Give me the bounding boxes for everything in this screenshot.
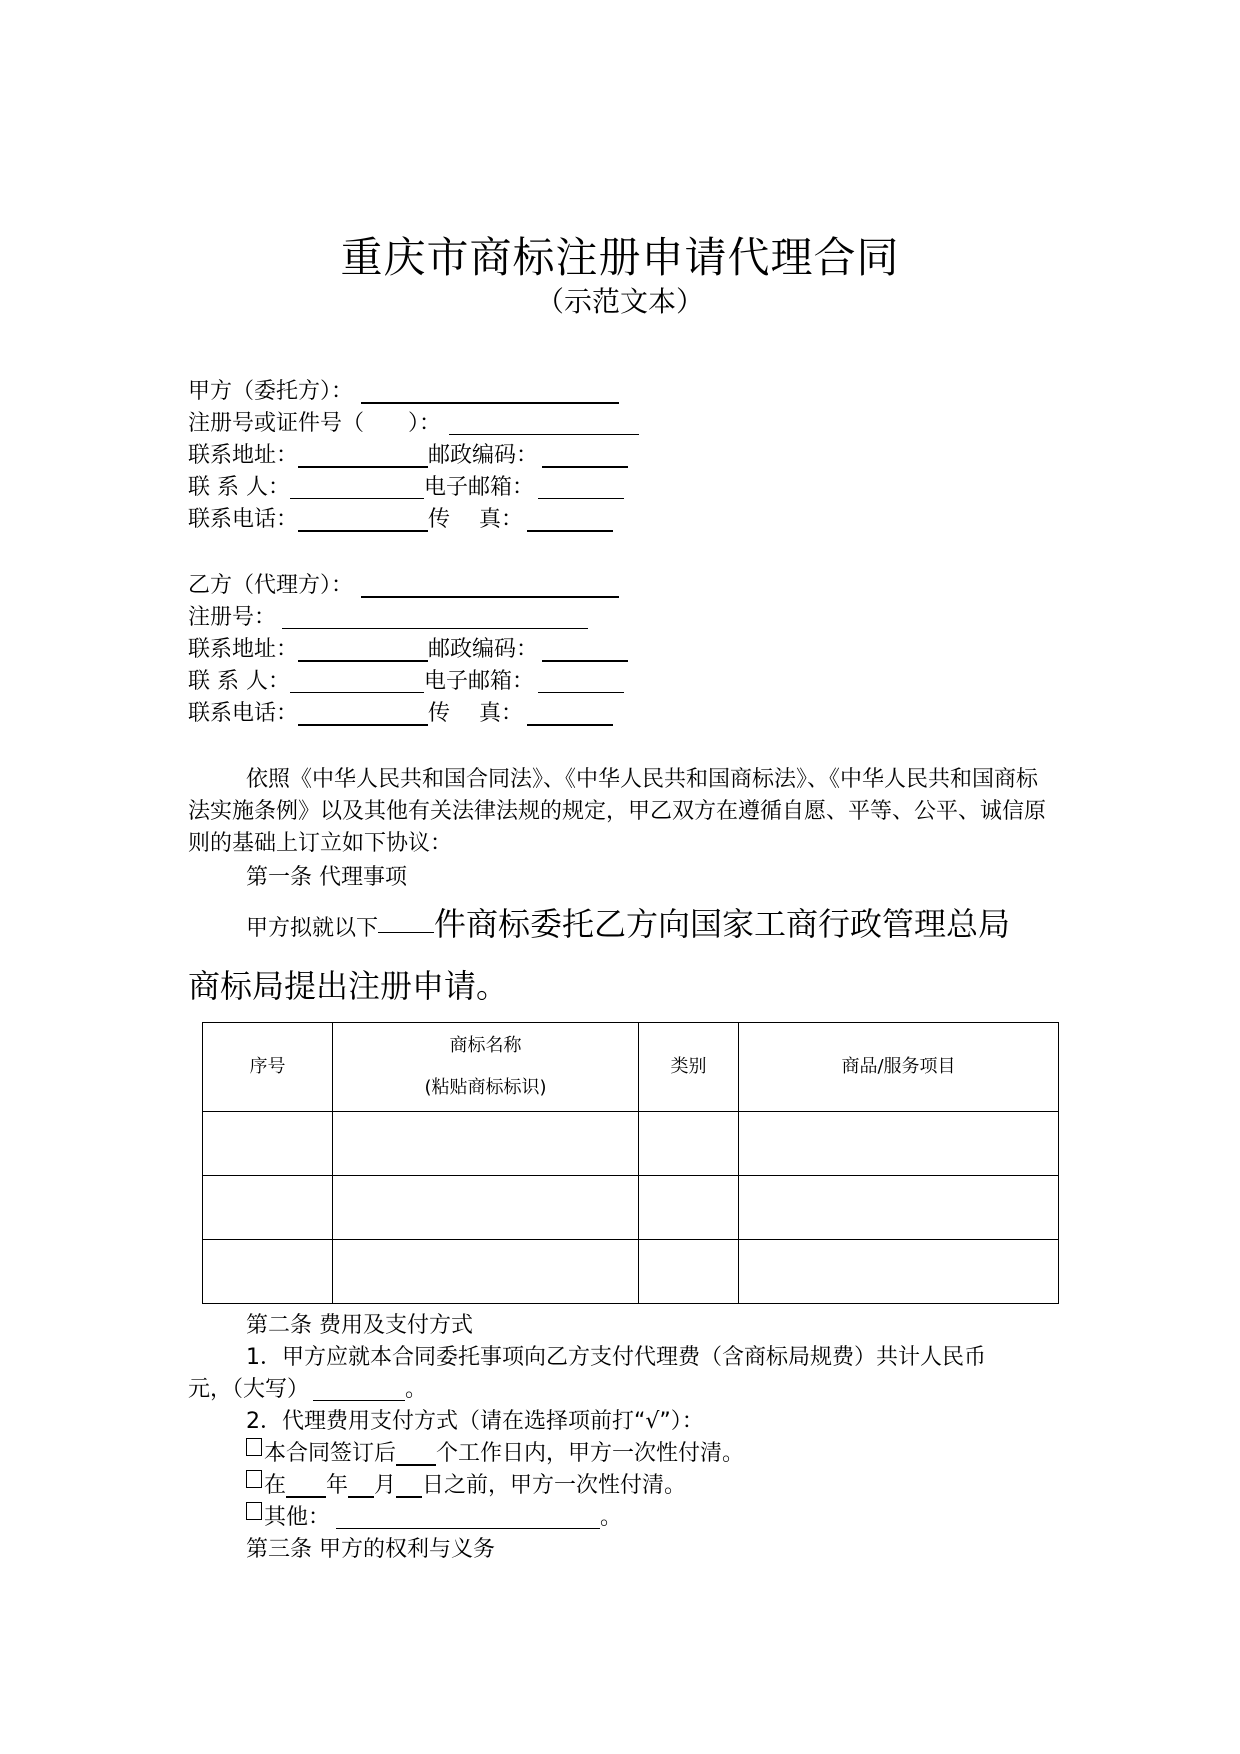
header-class: 类别	[639, 1023, 739, 1112]
working-days-blank[interactable]	[396, 1438, 436, 1466]
party-a-reg-label: 注册号或证件号（ ）：	[188, 411, 442, 436]
payment-option-3-suffix: 。	[600, 1505, 623, 1530]
payment-option-3-checkbox[interactable]	[246, 1502, 262, 1520]
cell-class[interactable]	[639, 1240, 739, 1304]
party-a-name-label: 甲方（委托方）：	[188, 379, 354, 404]
party-b-phone-label: 联系电话：	[188, 701, 299, 726]
table-row	[203, 1240, 1059, 1304]
day-blank[interactable]	[396, 1470, 422, 1498]
fee-uppercase-suffix: 。	[405, 1377, 428, 1402]
payment-option-1-suffix: 个工作日内，甲方一次性付清。	[436, 1441, 745, 1466]
party-b-postcode-blank[interactable]	[542, 634, 628, 662]
party-a-email-label: 电子邮箱：	[424, 475, 535, 500]
fee-uppercase-prefix: 元，（大写）	[188, 1377, 310, 1402]
header-trademark-name	[333, 1023, 639, 1112]
payment-option-2	[246, 1470, 686, 1502]
year-blank[interactable]	[286, 1470, 326, 1498]
party-a-reg-blank[interactable]	[449, 408, 639, 435]
month-blank[interactable]	[348, 1470, 374, 1498]
party-a-phone-label: 联系电话：	[188, 507, 299, 532]
party-a-fax-blank[interactable]	[527, 504, 613, 532]
payment-option-1-prefix: 本合同签订后	[264, 1441, 397, 1466]
payment-option-3-prefix: 其他：	[264, 1505, 331, 1530]
party-a-contact-line	[188, 472, 624, 504]
header-trademark-name-line1: 商标名称	[449, 1035, 522, 1056]
payment-option-1	[246, 1438, 744, 1470]
cell-trademark-name[interactable]	[333, 1176, 639, 1240]
party-a-contact-blank[interactable]	[290, 472, 424, 499]
party-b-name-line	[188, 570, 619, 602]
party-a-address-label: 联系地址：	[188, 443, 299, 468]
header-serial: 序号	[203, 1023, 333, 1112]
payment-option-2-in: 在	[264, 1473, 287, 1498]
cell-goods-services[interactable]	[739, 1112, 1059, 1176]
payment-option-1-checkbox[interactable]	[246, 1438, 262, 1456]
party-a-phone-line	[188, 504, 613, 536]
party-b-name-blank[interactable]	[361, 570, 619, 598]
party-b-address-blank[interactable]	[298, 634, 428, 662]
party-a-name-line	[188, 376, 619, 408]
header-goods-services: 商品/服务项目	[739, 1023, 1059, 1112]
month-label: 月	[374, 1473, 397, 1498]
trademark-table	[202, 1022, 1059, 1304]
party-b-reg-label: 注册号：	[188, 605, 277, 630]
party-b-email-label: 电子邮箱：	[424, 669, 535, 694]
party-b-contact-blank[interactable]	[290, 666, 424, 693]
party-a-address-line	[188, 440, 628, 472]
party-b-fax-blank[interactable]	[527, 698, 613, 726]
article1-line1	[246, 904, 1126, 949]
article2-item1-line2	[188, 1374, 427, 1406]
cell-class[interactable]	[639, 1176, 739, 1240]
party-a-fax-label: 传 真：	[428, 507, 524, 532]
cell-trademark-name[interactable]	[333, 1240, 639, 1304]
cell-serial[interactable]	[203, 1240, 333, 1304]
payment-option-3	[246, 1502, 622, 1534]
cell-serial[interactable]	[203, 1112, 333, 1176]
party-b-phone-line	[188, 698, 613, 730]
document-subtitle: （示范文本）	[535, 285, 704, 318]
table-row	[203, 1112, 1059, 1176]
article3-heading: 第三条 甲方的权利与义务	[246, 1537, 495, 1562]
party-b-email-blank[interactable]	[538, 666, 624, 693]
cell-goods-services[interactable]	[739, 1176, 1059, 1240]
payment-option-2-suffix: 日之前，甲方一次性付清。	[422, 1473, 687, 1498]
year-label: 年	[326, 1473, 349, 1498]
other-method-blank[interactable]	[336, 1502, 600, 1529]
cell-class[interactable]	[639, 1112, 739, 1176]
article2-item2: 2．代理费用支付方式（请在选择项前打“√”）：	[246, 1409, 704, 1434]
party-a-reg-line	[188, 408, 639, 440]
document-title: 重庆市商标注册申请代理合同	[340, 233, 900, 282]
header-trademark-name-line2: (粘贴商标标识)	[424, 1077, 547, 1098]
party-a-postcode-blank[interactable]	[542, 440, 628, 468]
article1-line1-prefix: 甲方拟就以下	[246, 916, 379, 941]
payment-option-2-checkbox[interactable]	[246, 1470, 262, 1488]
party-b-contact-line	[188, 666, 624, 698]
party-a-postcode-label: 邮政编码：	[428, 443, 539, 468]
party-a-name-blank[interactable]	[361, 376, 619, 404]
article1-heading: 第一条 代理事项	[246, 865, 407, 890]
article1-line2: 商标局提出注册申请。	[188, 967, 509, 1005]
cell-goods-services[interactable]	[739, 1240, 1059, 1304]
party-b-name-label: 乙方（代理方）：	[188, 573, 354, 598]
party-a-address-blank[interactable]	[298, 440, 428, 468]
cell-trademark-name[interactable]	[333, 1112, 639, 1176]
fee-uppercase-blank[interactable]	[313, 1374, 405, 1401]
preamble-paragraph: 依照《中华人民共和国合同法》、《中华人民共和国商标法》、《中华人民共和国商标法实施条例》以及其他有关法律法规的规定，甲乙双方在遵循自愿、平等、公平、诚信原则的基础上订立如下协议：	[188, 767, 1047, 856]
party-b-fax-label: 传 真：	[428, 701, 524, 726]
party-b-address-line	[188, 634, 628, 666]
article1-line1-suffix: 件商标委托乙方向国家工商行政管理总局	[434, 905, 1011, 943]
party-a-email-blank[interactable]	[538, 472, 624, 499]
party-b-address-label: 联系地址：	[188, 637, 299, 662]
party-b-contact-label: 联 系 人：	[188, 669, 290, 694]
cell-serial[interactable]	[203, 1176, 333, 1240]
party-a-contact-label: 联 系 人：	[188, 475, 290, 500]
party-b-phone-blank[interactable]	[298, 698, 428, 726]
party-a-phone-blank[interactable]	[298, 504, 428, 532]
table-row	[203, 1176, 1059, 1240]
party-b-reg-blank[interactable]	[282, 602, 588, 629]
party-b-postcode-label: 邮政编码：	[428, 637, 539, 662]
table-header-row	[203, 1023, 1059, 1112]
article2-item1-line1: 1．甲方应就本合同委托事项向乙方支付代理费（含商标局规费）共计人民币	[246, 1345, 986, 1370]
trademark-count-blank[interactable]	[378, 904, 434, 933]
party-b-reg-line	[188, 602, 588, 634]
article2-heading: 第二条 费用及支付方式	[246, 1313, 473, 1338]
